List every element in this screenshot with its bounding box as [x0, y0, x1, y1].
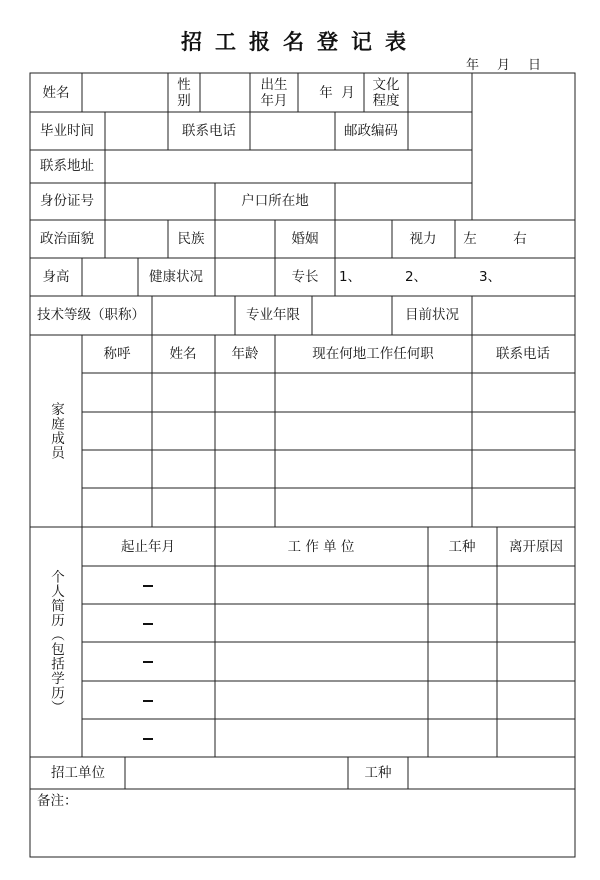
family-header-phone: 联系电话: [496, 346, 550, 362]
specialty-1: 1、: [338, 269, 362, 285]
date-month-label: 月: [497, 58, 511, 73]
birth-unit-month: 月: [341, 85, 355, 101]
label-height: 身高: [42, 269, 70, 285]
resume-row-dash: [143, 700, 153, 702]
resume-header-period: 起止年月: [121, 539, 175, 555]
label-years-in-profession: 专业年限: [246, 307, 300, 323]
label-gender-text: 性 别: [177, 77, 191, 109]
resume-section-label: 个人简历（包括学历）: [48, 569, 64, 715]
date-day-label: 日: [528, 58, 542, 73]
label-birth-text: 出生 年月: [260, 77, 288, 109]
family-header-work: 现在何地工作任何职: [312, 346, 434, 362]
birth-unit-year: 年: [319, 85, 333, 101]
label-education-text: 文化 程度: [372, 77, 400, 109]
label-vision: 视力: [409, 231, 437, 247]
family-header-age: 年龄: [231, 346, 259, 362]
label-ethnicity: 民族: [177, 231, 205, 247]
label-education: [373, 77, 400, 109]
resume-header-job-type: 工种: [448, 539, 476, 555]
resume-row-dash: [143, 738, 153, 740]
resume-row-dash: [143, 623, 153, 625]
label-gender: [177, 77, 191, 109]
form-title: 招工报名登记表: [181, 30, 419, 54]
resume-row-dash: [143, 585, 153, 587]
vision-right: 右: [513, 231, 527, 247]
label-employer: 招工单位: [51, 765, 105, 781]
specialty-3: 3、: [478, 269, 502, 285]
label-household-location: 户口所在地: [241, 193, 309, 209]
resume-row-dash: [143, 661, 153, 663]
label-footer-job-type: 工种: [364, 765, 392, 781]
outer-border: [30, 73, 575, 857]
label-postal-code: 邮政编码: [344, 123, 398, 139]
label-remarks: 备注：: [37, 793, 78, 809]
label-health: 健康状况: [149, 269, 203, 285]
label-marriage: 婚姻: [291, 231, 319, 247]
resume-header-leave-reason: 离开原因: [509, 539, 563, 555]
label-id-number: 身份证号: [40, 193, 94, 209]
specialty-2: 2、: [404, 269, 428, 285]
family-header-name: 姓名: [169, 346, 197, 362]
family-section-label: 家庭成员: [48, 402, 64, 460]
label-political-status: 政治面貌: [40, 231, 94, 247]
label-address: 联系地址: [40, 158, 94, 174]
label-specialty: 专长: [291, 269, 319, 285]
label-graduation-time: 毕业时间: [40, 123, 94, 139]
vision-left: 左: [463, 231, 477, 247]
label-birth: [261, 77, 288, 109]
label-current-status: 目前状况: [405, 307, 459, 323]
family-header-title: 称呼: [103, 346, 131, 362]
label-tech-level: 技术等级（职称）: [37, 307, 145, 323]
date-year-label: 年: [466, 58, 480, 73]
resume-header-employer: 工 作 单 位: [287, 539, 355, 555]
label-name: 姓名: [42, 85, 70, 101]
label-contact-phone: 联系电话: [182, 123, 236, 139]
